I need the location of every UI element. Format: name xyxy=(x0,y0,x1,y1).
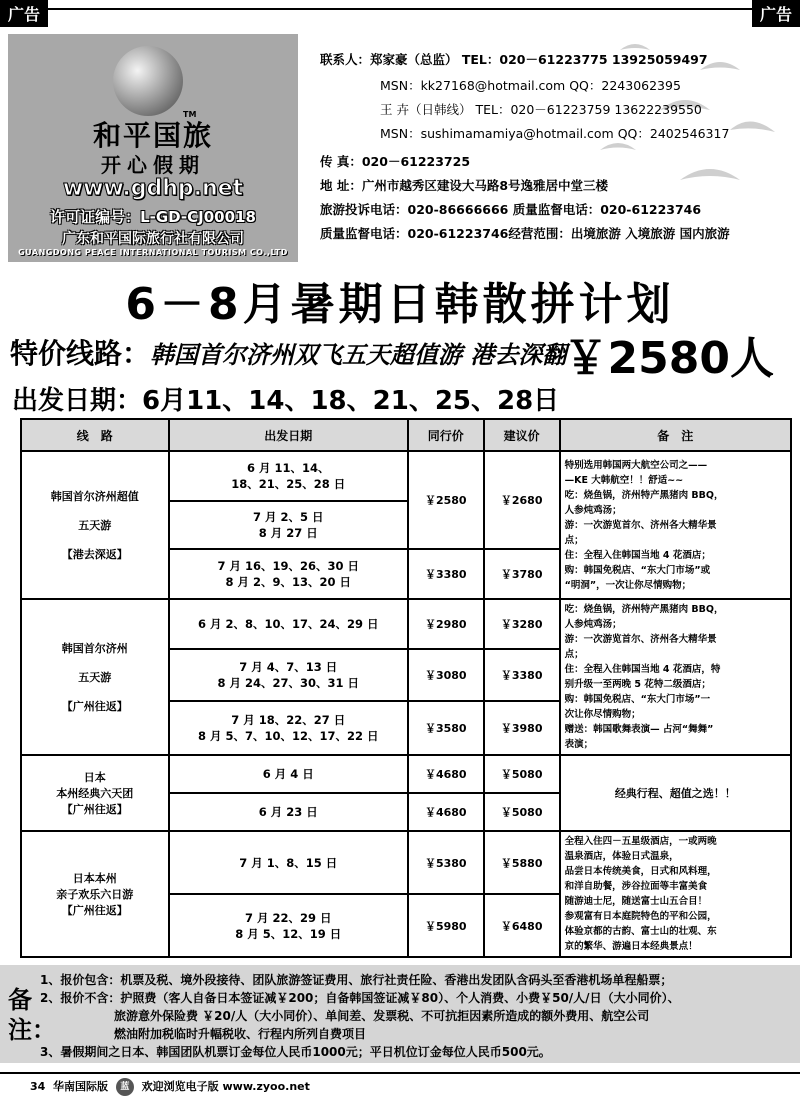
publisher-logo-icon: 蓝 xyxy=(116,1078,134,1096)
itinerary-table xyxy=(20,418,792,958)
address-line: 地 址：广州市越秀区建设大马路8号逸雅居中堂三楼 xyxy=(320,178,609,193)
globe-logo-icon xyxy=(113,46,183,116)
peer-price-cell: ￥4680 xyxy=(408,793,484,831)
table-header-row xyxy=(21,419,791,451)
special-price: ￥2580人 xyxy=(563,333,774,384)
table-row xyxy=(21,755,791,793)
scope-line: 质量监督电话：020-61223746经营范围：出境旅游 入境旅游 国内旅游 xyxy=(320,226,730,241)
suggested-price-cell: ￥3380 xyxy=(484,649,560,701)
publication-name: 华南国际版 xyxy=(52,1080,108,1093)
ad-tag-right: 广告 xyxy=(752,0,800,27)
route-cell: 韩国首尔济州超值 五天游 【港去深返】 xyxy=(21,451,169,599)
table-row xyxy=(21,451,791,501)
dates-cell: 7 月 1、8、15 日 xyxy=(169,831,408,894)
peer-price-cell: ￥3580 xyxy=(408,701,484,755)
header-peer-price: 同行价 xyxy=(408,419,484,451)
header-notes: 备 注 xyxy=(560,419,791,451)
departure-dates: 出发日期：6月11、14、18、21、25、28日 xyxy=(12,386,560,416)
remark-line-3: 旅游意外保险费 ￥20/人（大小同价）、单间差、发票税、不可抗拒因素所造成的额外费用、航空公司 xyxy=(114,1009,650,1023)
remark-line-5: 3、暑假期间之日本、韩国团队机票订金每位人民币1000元；平日机位订金每位人民币500元。 xyxy=(40,1045,551,1059)
suggested-price-cell: ￥2680 xyxy=(484,451,560,549)
contact-line-1: 联系人：郑家豪（总监） TEL：020－61223775 13925059497 xyxy=(320,52,708,67)
peer-price-cell: ￥2980 xyxy=(408,599,484,649)
brand-name: 和平国旅 xyxy=(92,119,213,152)
special-route xyxy=(10,332,566,372)
route-cell: 韩国首尔济州 五天游 【广州往返】 xyxy=(21,599,169,755)
note-cell: 经典行程、超值之选！！ xyxy=(560,755,791,831)
suggested-price-cell: ￥5080 xyxy=(484,793,560,831)
suggested-price-cell: ￥3780 xyxy=(484,549,560,599)
peer-price-cell: ￥3080 xyxy=(408,649,484,701)
header-dates: 出发日期 xyxy=(169,419,408,451)
note-cell: 吃：烧鱼锅，济州特产黑猪肉 BBQ， 人参炖鸡汤； 游：一次游览首尔、济州各大精华景 点； 住：全程入住韩国当地 4 花酒店，特 别升级一至两晚 5 花特二级酒店； 购：韩国免税店、“东大门市场”一 次让你尽情购物； 赠送：韩国歌舞表演— 占河“舞舞” 表演； xyxy=(560,599,791,755)
contact-line-4: MSN：sushimamamiya@hotmail.com QQ：2402546317 xyxy=(380,126,730,141)
note-cell: 全程入住四－五星级酒店，一或两晚 温泉酒店，体验日式温泉， 品尝日本传统美食，日式和风料理， 和洋自助餐，涉谷拉面等丰富美食 随游迪士尼，随送富士山五合目！ 参观富有日本庭院特色的平和公园， 体验京都的古韵、富士山的壮观、东 京的繁华、游遍日本经典景点！ xyxy=(560,831,791,957)
ad-tag-left: 广告 xyxy=(0,0,48,27)
peer-price-cell: ￥5380 xyxy=(408,831,484,894)
complaint-line: 旅游投诉电话：020-86666666 质量监督电话：020-61223746 xyxy=(320,202,702,217)
peer-price-cell: ￥3380 xyxy=(408,549,484,599)
suggested-price-cell: ￥5080 xyxy=(484,755,560,793)
peer-price-cell: ￥5980 xyxy=(408,894,484,957)
remark-line-2: 2、报价不含：护照费（客人自备日本签证减￥200；自备韩国签证减￥80）、个人消费、小费￥50/人/日（大小同价）、 xyxy=(40,991,680,1005)
dates-cell: 7 月 18、22、27 日 8 月 5、7、10、12、17、22 日 xyxy=(169,701,408,755)
fax-line: 传 真：020－61223725 xyxy=(320,154,471,169)
logo-panel xyxy=(8,34,298,262)
bottom-rule xyxy=(0,1072,800,1074)
remarks-panel xyxy=(0,965,800,1063)
company-name-cn: 广东和平国际旅行社有限公司 xyxy=(62,231,244,247)
dates-cell: 7 月 2、5 日 8 月 27 日 xyxy=(169,501,408,549)
special-route-name: 韩国首尔济州双飞五天超值游 港去深翻 xyxy=(150,341,567,369)
dates-cell: 7 月 22、29 日 8 月 5、12、19 日 xyxy=(169,894,408,957)
brand-slogan: 开心假期 xyxy=(101,153,205,177)
route-cell: 日本本州 亲子欢乐六日游 【广州往返】 xyxy=(21,831,169,957)
page-footer xyxy=(30,1078,310,1096)
table-row xyxy=(21,599,791,649)
page-number: 34 xyxy=(30,1080,46,1093)
license-number: 许可证编号：L-GD-CJ00018 xyxy=(50,208,256,226)
suggested-price-cell: ￥3280 xyxy=(484,599,560,649)
peer-price-cell: ￥4680 xyxy=(408,755,484,793)
headline: 6－8月暑期日韩散拼计划 xyxy=(125,279,675,330)
dates-cell: 6 月 23 日 xyxy=(169,793,408,831)
dates-cell: 7 月 4、7、13 日 8 月 24、27、30、31 日 xyxy=(169,649,408,701)
header-suggested-price: 建议价 xyxy=(484,419,560,451)
site-link[interactable]: 欢迎浏览电子版 www.zyoo.net xyxy=(141,1080,310,1093)
table-row xyxy=(21,831,791,894)
remark-line-4: 燃油附加税临时升幅税收、行程内所列自费项目 xyxy=(114,1027,367,1041)
peer-price-cell: ￥2580 xyxy=(408,451,484,549)
remarks-label: 备注： xyxy=(8,986,56,1044)
dates-cell: 6 月 11、14、 18、21、25、28 日 xyxy=(169,451,408,501)
dates-cell: 6 月 4 日 xyxy=(169,755,408,793)
company-name-en: GUANGDONG PEACE INTERNATIONAL TOURISM CO.,LTD xyxy=(18,248,288,257)
contact-line-2: MSN：kk27168@hotmail.com QQ：2243062395 xyxy=(380,78,681,93)
dates-cell: 6 月 2、8、10、17、24、29 日 xyxy=(169,599,408,649)
route-cell: 日本 本州经典六天团 【广州往返】 xyxy=(21,755,169,831)
suggested-price-cell: ￥3980 xyxy=(484,701,560,755)
note-cell: 特别选用韩国两大航空公司之—— —KE 大韩航空！！舒适~~ 吃：烧鱼锅，济州特产黑猪肉 BBQ， 人参炖鸡汤； 游：一次游览首尔、济州各大精华景 点； 住：全程入住韩国当地 4 花酒店； 购：韩国免税店、“东大门市场”或 “明洞”，一次让你尽情购物； xyxy=(560,451,791,599)
header-route: 线 路 xyxy=(21,419,169,451)
suggested-price-cell: ￥6480 xyxy=(484,894,560,957)
trademark-mark: TM xyxy=(183,110,197,119)
suggested-price-cell: ￥5880 xyxy=(484,831,560,894)
special-label: 特价线路： xyxy=(10,337,151,370)
top-rule xyxy=(46,8,754,10)
contact-line-3: 王 卉（日韩线） TEL：020－61223759 13622239550 xyxy=(380,102,702,117)
remark-line-1: 1、报价包含：机票及税、境外段接待、团队旅游签证费用、旅行社责任险、香港出发团队含码头至香港机场单程船票； xyxy=(40,973,673,987)
brand-url[interactable]: www.gdhp.net xyxy=(62,176,244,201)
dates-cell: 7 月 16、19、26、30 日 8 月 2、9、13、20 日 xyxy=(169,549,408,599)
